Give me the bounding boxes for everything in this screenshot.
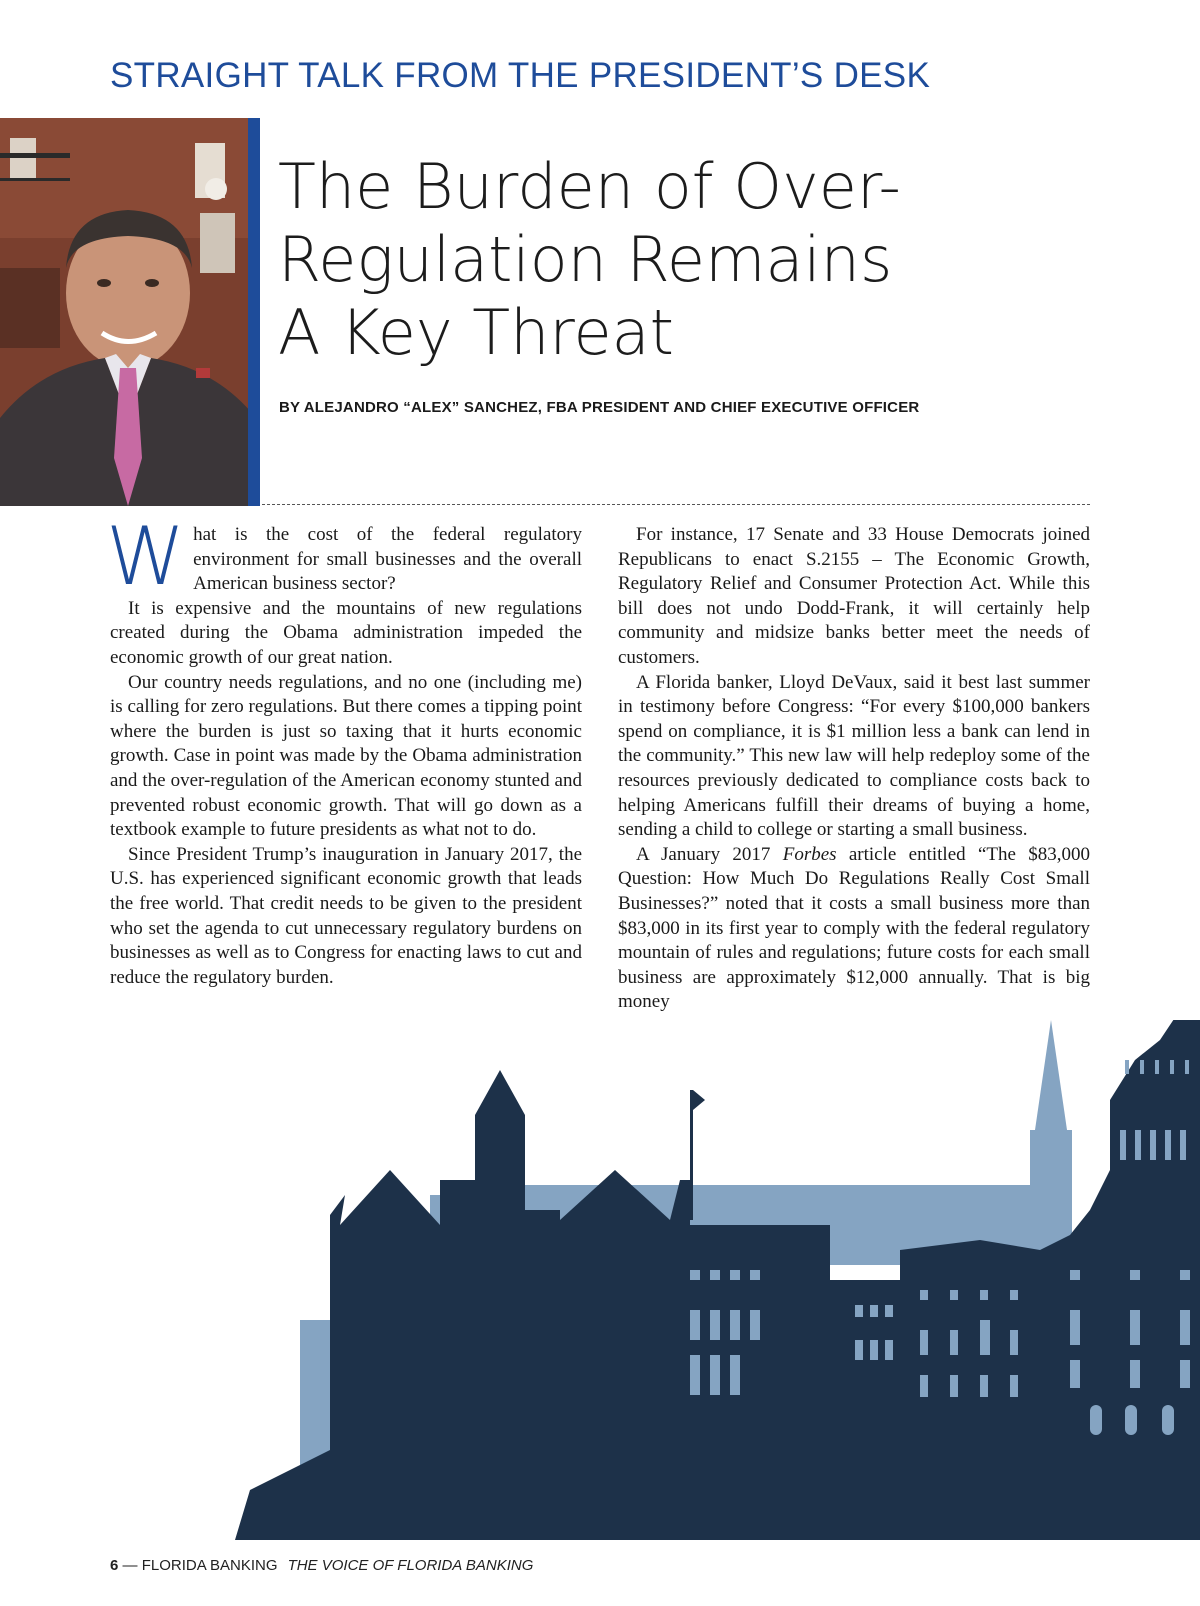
article-column-right bbox=[618, 523, 1090, 1015]
dashed-divider bbox=[262, 504, 1090, 505]
paragraph: It is expensive and the mountains of new regulations created during the Obama administration impeded the economic growth of our great nation. bbox=[110, 597, 582, 668]
paragraph bbox=[618, 843, 1090, 1015]
title-line: Regulation Remains bbox=[278, 223, 893, 296]
accent-bar bbox=[248, 118, 260, 506]
publication-title: FLORIDA BANKING bbox=[141, 1557, 278, 1574]
paragraph: For instance, 17 Senate and 33 House Democrats joined Republicans to enact S.2155 – The Economic Growth, Regulatory Relief and Consumer Protection Act. While this bill does not undo Dodd-Frank, it will certainly help community and midsize banks better meet the needs of customers. bbox=[618, 524, 1090, 668]
paragraph-text: article entitled “The $83,000 Question: How Much Do Regulations Really Cost Small Businesses?” noted that it costs a small business more than $83,000 in its first year to comply with the federal regulatory mountain of rules and regulations; future costs for each small business are approximately $12,000 annually. That is big money bbox=[618, 843, 1090, 1013]
page-footer bbox=[110, 1557, 533, 1574]
title-line: A Key Threat bbox=[278, 296, 674, 369]
paragraph: A Florida banker, Lloyd DeVaux, said it best last summer in testimony before Congress: “For every $100,000 bankers spend on compliance, it is $1 million less a bank can lend in the community.” This new law will help redeploy some of the resources previously dedicated to compliance costs back to helping Americans fulfill their dreams of buying a home, sending a child to college or starting a small business. bbox=[618, 671, 1090, 841]
publication-tagline: THE VOICE OF FLORIDA BANKING bbox=[287, 1557, 534, 1574]
page-number: 6 bbox=[110, 1557, 119, 1574]
footer-separator: — bbox=[118, 1557, 142, 1574]
section-kicker: STRAIGHT TALK FROM THE PRESIDENT’S DESK bbox=[110, 56, 931, 95]
publication-name: Forbes bbox=[782, 843, 837, 865]
capitol-skyline-illustration bbox=[0, 1020, 1200, 1540]
paragraph-text: A January 2017 bbox=[636, 843, 783, 865]
paragraph bbox=[106, 510, 582, 603]
paragraph: Our country needs regulations, and no one (including me) is calling for zero regulations. But there comes a tipping point where the burden is just so taxing that it hurts economic growth. Case in point was made by the Obama administration and the over-regulation of the American economy stunted and prevented robust economic growth. That will go down as a textbook example to future presidents as what not to do. bbox=[110, 671, 582, 841]
article-column-left bbox=[106, 510, 582, 990]
paragraph: Since President Trump’s inauguration in January 2017, the U.S. has experienced significant economic growth that leads the free world. That credit needs to be given to the president who set the agenda to cut unnecessary regulatory burdens on businesses as well as to Congress for enacting laws to cut and reduce the regulatory burden. bbox=[110, 843, 582, 988]
drop-cap: W bbox=[106, 510, 186, 603]
paragraph-text: hat is the cost of the federal regulatory environment for small businesses and the overall American business sector? bbox=[193, 524, 582, 595]
byline: BY ALEJANDRO “ALEX” SANCHEZ, FBA PRESIDENT AND CHIEF EXECUTIVE OFFICER bbox=[279, 399, 920, 416]
author-photo bbox=[0, 118, 256, 506]
title-line: The Burden of Over- bbox=[278, 150, 901, 223]
article-title bbox=[278, 150, 1078, 369]
